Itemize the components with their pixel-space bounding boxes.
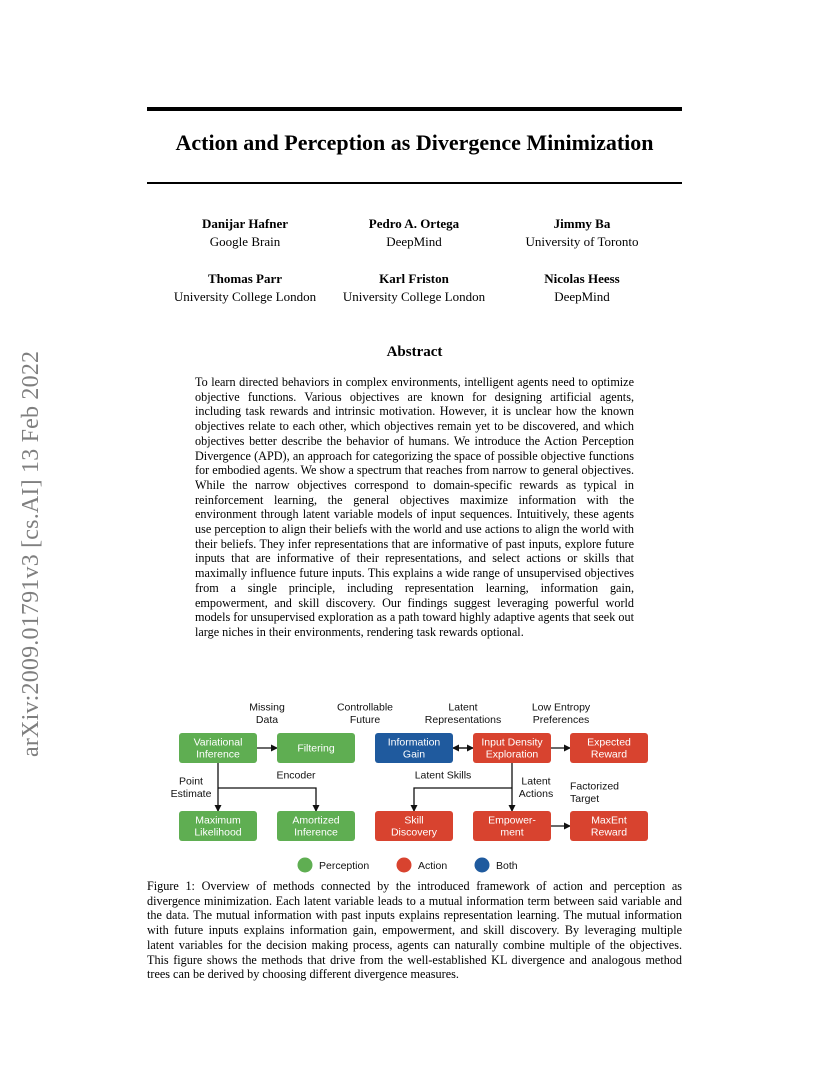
legend-item-both <box>475 858 518 873</box>
node-label: Amortized Inference <box>292 814 340 839</box>
author-block <box>155 270 335 306</box>
abstract-heading: Abstract <box>386 344 443 360</box>
node-label: Filtering <box>297 742 335 755</box>
figure-caption: Figure 1: Overview of methods connected by the introduced framework of action and perception as divergence minimization. Each latent variable leads to a mutual information term between said variable and the data. The mutual information with past inputs explains representation learning. The mutual information with future inputs explains information gain, empowerment, and skill discovery. By leveraging multiple latent variables for the decision making process, agents can naturally combine multiple of the objectives. This figure shows the methods that drive from the well-established KL divergence and analogous method trees can be derived by choosing different divergence measures. <box>147 879 682 982</box>
author-block <box>492 270 672 306</box>
edge-label-factorized-target: Factorized Target <box>570 780 620 805</box>
title-top-rule <box>147 107 682 111</box>
node-label: Maximum Likelihood <box>194 814 242 839</box>
legend-item-action <box>397 858 448 873</box>
node-empowerment <box>473 811 551 841</box>
top-label: Missing Data <box>249 701 285 726</box>
node-information-gain <box>375 733 453 763</box>
abstract-text: To learn directed behaviors in complex environments, intelligent agents need to optimize objective functions. Various objectives are known for designing artificial agents, including task rewards and intrinsic motivation. However, it is unclear how the known objectives relate to each other, which objectives remain yet to be discovered, and which objectives better describe the behavior of humans. We introduce the Action Perception Divergence (APD), an approach for categorizing the space of possible objective functions for embodied agents. We show a spectrum that reaches from narrow to general objectives. While the narrow objectives correspond to domain-specific rewards as typical in reinforcement learning, the general objectives maximize information with the environment through latent variable models of input sequences. Intuitively, these agents use perception to align their beliefs with the world and use actions to align the world with their beliefs. They infer representations that are informative of past inputs, explore future inputs that are informative of their representations, and select actions or skills that maximally influence future inputs. This explains a wide range of unsupervised objectives from a single principle, including representation learning, information gain, empowerment, and skill discovery. Our findings suggest leveraging powerful world models for unsupervised exploration as a path toward highly adaptive agents that seek out large niches in their environments, rendering task rewards optional. <box>195 375 634 639</box>
top-label: Latent Representations <box>424 701 502 726</box>
author-name: Jimmy Ba <box>553 216 611 231</box>
author-affiliation: Google Brain <box>209 234 281 249</box>
node-label: Information Gain <box>387 736 441 761</box>
node-filtering <box>277 733 355 763</box>
node-amortized-inference <box>277 811 355 841</box>
author-affiliation: DeepMind <box>554 289 610 304</box>
author-affiliation: University College London <box>342 289 486 304</box>
author-block <box>324 270 504 306</box>
top-label: Controllable Future <box>336 701 394 726</box>
author-name: Thomas Parr <box>207 271 283 286</box>
author-affiliation: University of Toronto <box>525 234 639 249</box>
edge-arrow <box>218 788 316 811</box>
author-affiliation: DeepMind <box>386 234 442 249</box>
node-label: Input Density Exploration <box>481 736 543 761</box>
paper-title: Action and Perception as Divergence Minimization <box>175 130 654 155</box>
edge-label-latent-skills: Latent Skills <box>414 769 472 782</box>
node-variational-inference <box>179 733 257 763</box>
figure-1 <box>147 696 682 876</box>
node-label: MaxEnt Reward <box>590 814 628 839</box>
node-label: Empower-ment <box>488 814 536 839</box>
node-expected-reward <box>570 733 648 763</box>
top-label: Low Entropy Preferences <box>531 701 591 726</box>
author-block <box>492 215 672 251</box>
author-name: Nicolas Heess <box>544 271 620 286</box>
edge-arrow <box>414 788 512 811</box>
node-label: Skill Discovery <box>390 814 438 839</box>
edge-label-latent-actions: Latent Actions <box>518 775 554 800</box>
author-affiliation: University College London <box>173 289 317 304</box>
edge-label-point-estimate: Point Estimate <box>170 775 212 800</box>
author-name: Pedro A. Ortega <box>368 216 460 231</box>
node-label: Expected Reward <box>587 736 631 761</box>
title-bottom-rule <box>147 182 682 184</box>
author-block <box>324 215 504 251</box>
legend-label: Action <box>418 860 448 872</box>
legend-label: Both <box>496 860 518 872</box>
node-skill-discovery <box>375 811 453 841</box>
node-input-density-exploration <box>473 733 551 763</box>
method-tree-diagram <box>147 696 682 876</box>
legend-item-perception <box>298 858 370 873</box>
legend-label: Perception <box>319 860 370 872</box>
author-name: Danijar Hafner <box>201 216 289 231</box>
author-block <box>155 215 335 251</box>
node-label: Variational Inference <box>193 736 243 761</box>
diagram-legend <box>298 858 518 873</box>
edge-label-encoder: Encoder <box>276 769 316 782</box>
node-maximum-likelihood <box>179 811 257 841</box>
node-maxent-reward <box>570 811 648 841</box>
arxiv-identifier: arXiv:2009.01791v3 [cs.AI] 13 Feb 2022 <box>18 350 44 757</box>
author-name: Karl Friston <box>379 271 449 286</box>
